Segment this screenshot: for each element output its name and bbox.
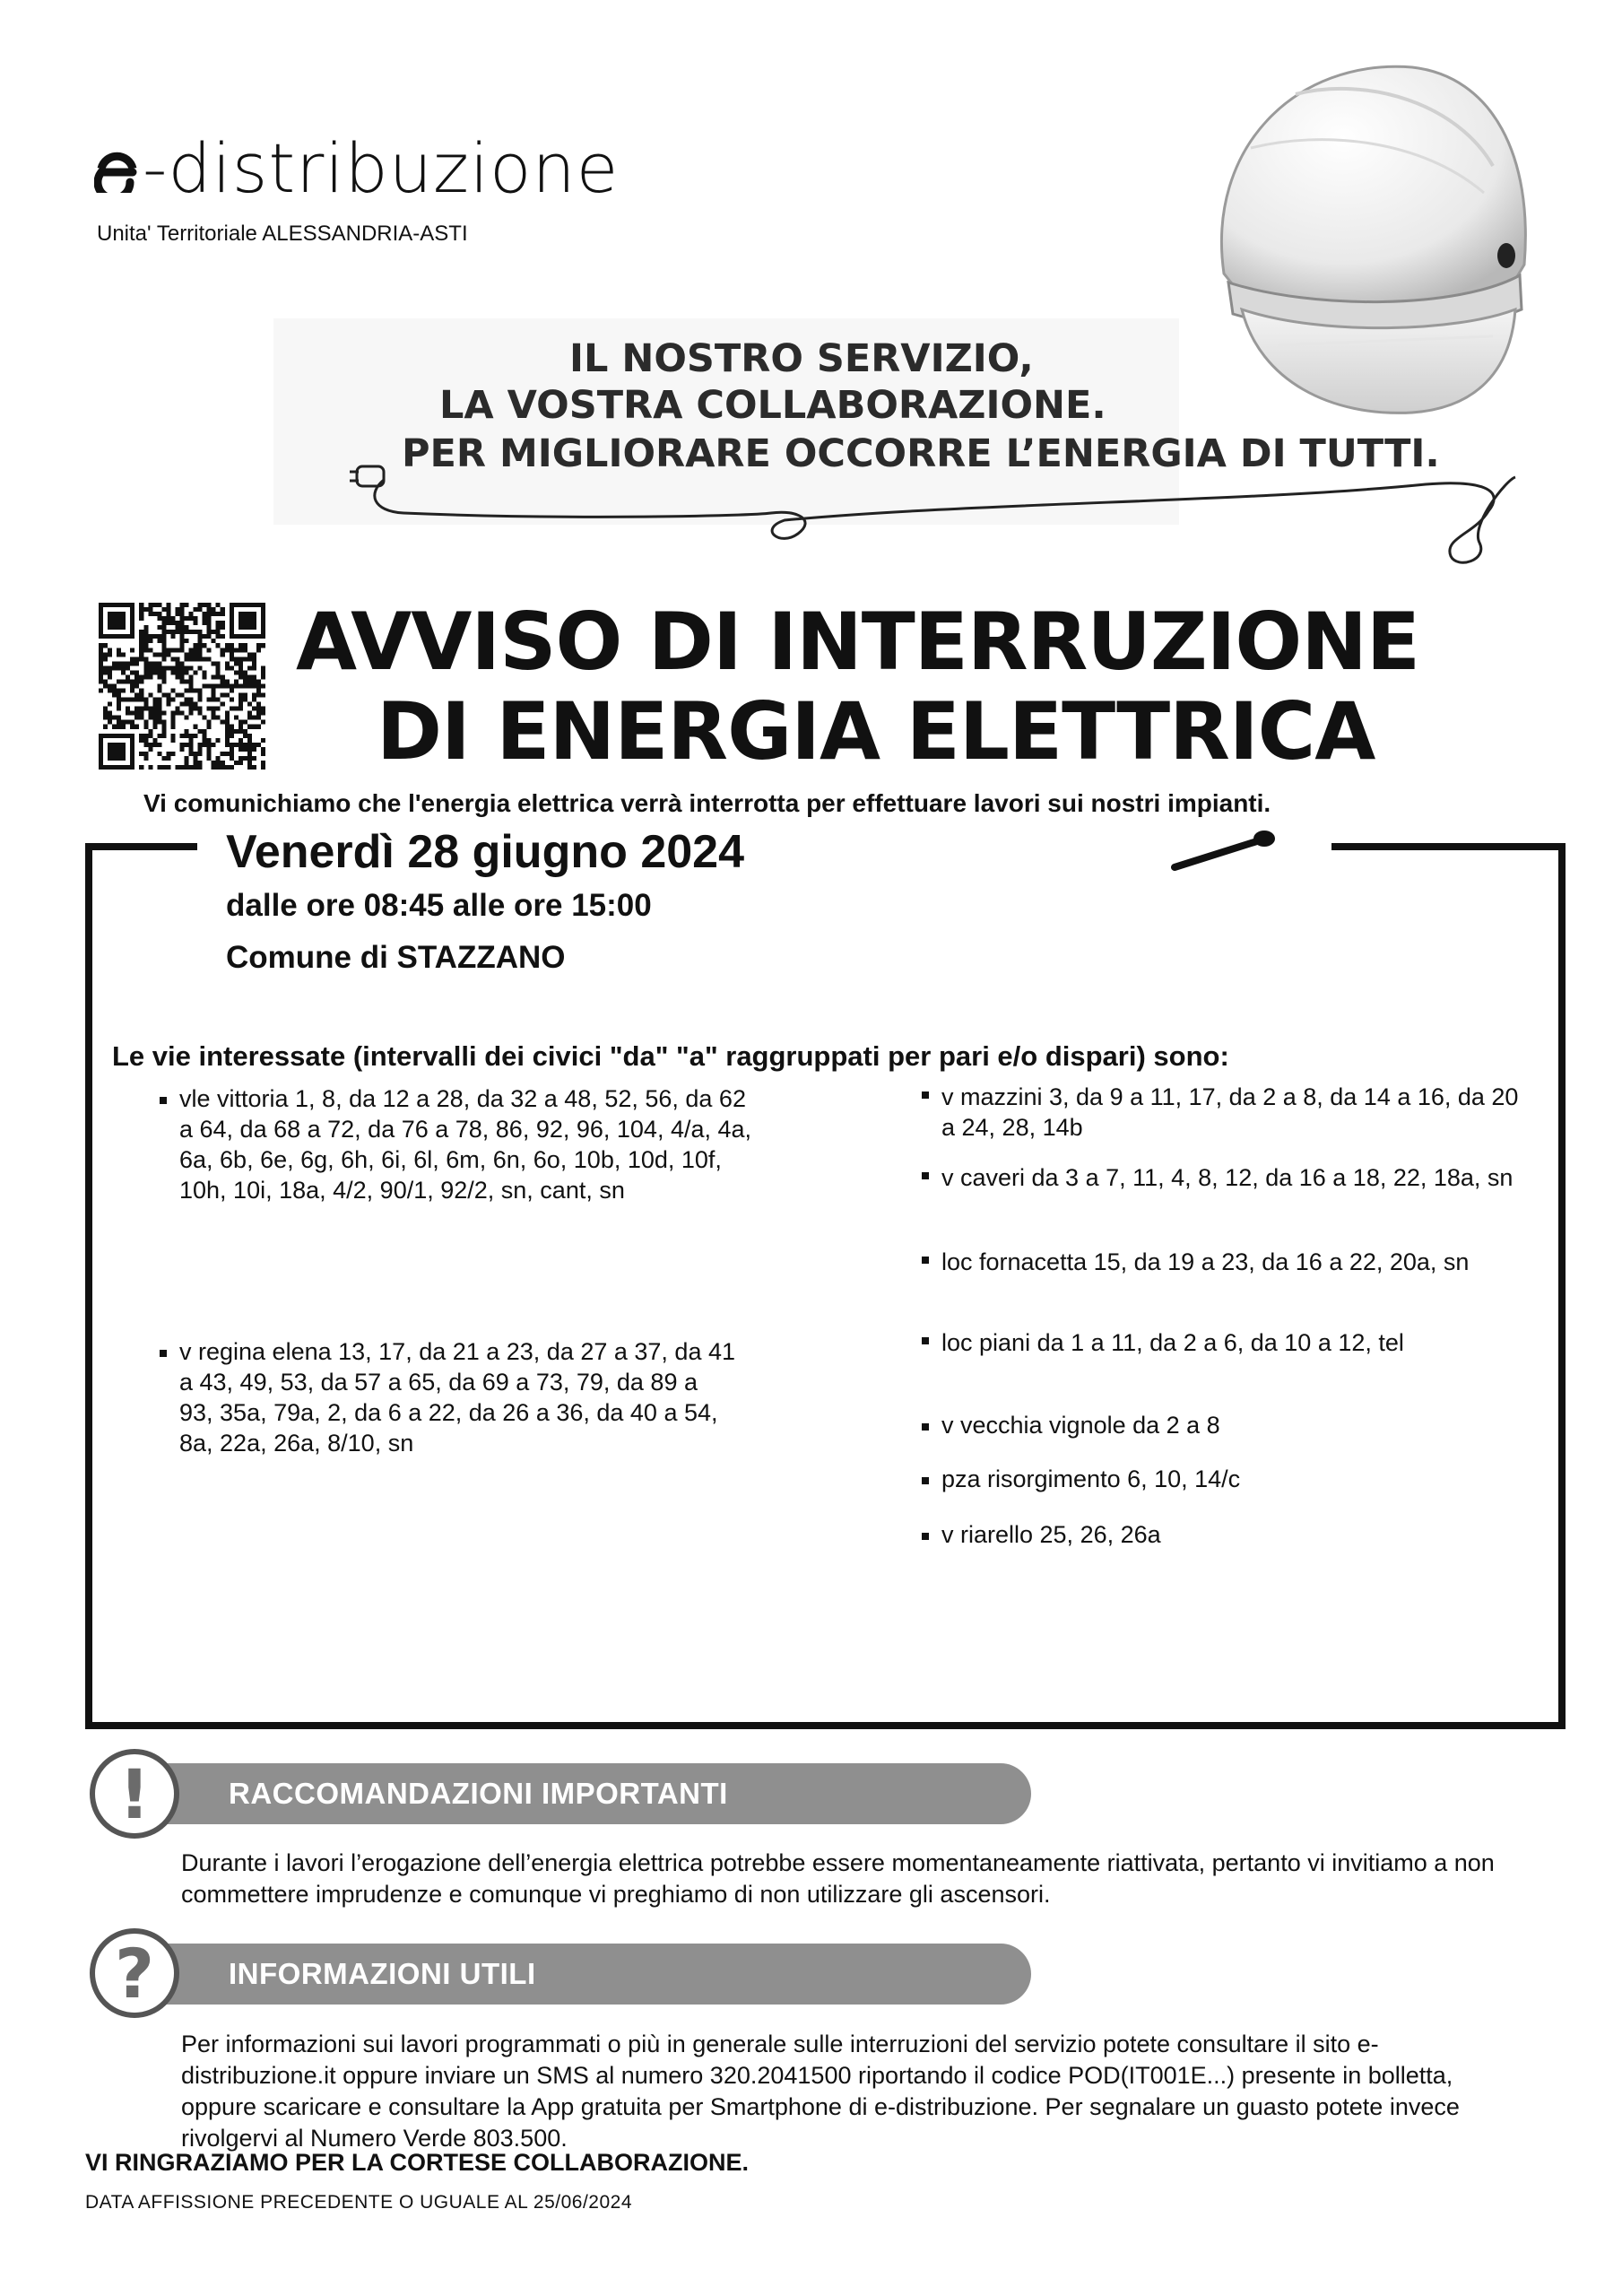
info-text: Per informazioni sui lavori programmati o più in generale sulle interruzioni del servizio potete consultare il sito e-distribuzione.it oppure inviare un SMS al numero 320.2041500 riportando il codice POD(IT001E...) presente in bolletta, oppure scaricare e consultare la App gratuita per Smartphone di e-distribuzione. Per segnalare un guasto potete invece rivolgervi al Numero Verde 803.500.: [181, 2031, 1460, 2152]
outage-hours: dalle ore 08:45 alle ore 15:00: [226, 888, 652, 923]
qr-code[interactable]: [99, 603, 265, 770]
notice-title-line-1: AVVISO DI INTERRUZIONE: [296, 596, 1419, 688]
posting-date: DATA AFFISSIONE PRECEDENTE O UGUALE AL 25/06/2024: [85, 2192, 632, 2213]
question-icon: ?: [90, 1928, 179, 2018]
street-item: loc fornacetta 15, da 19 a 23, da 16 a 22, 20a, sn: [922, 1247, 1524, 1277]
thanks-text: VI RINGRAZIAMO PER LA CORTESE COLLABORAZIONE.: [85, 2149, 750, 2176]
recommendations-bar: [134, 1763, 1031, 1824]
street-item: v caveri da 3 a 7, 11, 4, 8, 12, da 16 a 18, 22, 18a, sn: [922, 1162, 1524, 1193]
street-item: v mazzini 3, da 9 a 11, 17, da 2 a 8, da 14 a 16, da 20 a 24, 28, 14b: [922, 1082, 1524, 1143]
street-item: v regina elena 13, 17, da 21 a 23, da 27 a 37, da 41 a 43, 49, 53, da 57 a 65, da 69 a 73, 79, da 89 a 93, 35a, 79a, 2, da 6 a 22, da 26 a 36, da 40 a 54, 8a, 22a, 26a, 8/10, sn: [160, 1336, 735, 1458]
info-label: INFORMAZIONI UTILI: [229, 1957, 536, 1990]
notice-box-top-left: [85, 843, 197, 850]
streets-heading: Le vie interessate (intervalli dei civici "da" "a" raggruppati per pari e/o dispari) sono:: [112, 1040, 1229, 1072]
street-item: v vecchia vignole da 2 a 8: [922, 1410, 1524, 1440]
street-item: vle vittoria 1, 8, da 12 a 28, da 32 a 48, 52, 56, da 62 a 64, da 68 a 72, da 76 a 78, 86, 92, 96, 104, 4/a, 4a, 6a, 6b, 6e, 6g, 6h, 6i, 6l, 6m, 6n, 6o, 10b, 10d, 10f, 10h, 10i, 18a, 4/2, 90/1, 92/2, sn, cant, sn: [160, 1083, 753, 1205]
pen-icon: [1170, 821, 1287, 874]
recommendations-text: Durante i lavori l’erogazione dell’energia elettrica potrebbe essere momentaneamente riattivata, pertanto vi invitiamo a non commettere imprudenze e comunque vi preghiamo di non utilizzare gli ascensori.: [181, 1849, 1495, 1908]
slogan-line-2: LA VOSTRA COLLABORAZIONE.: [439, 383, 1106, 428]
street-item: pza risorgimento 6, 10, 14/c: [922, 1464, 1524, 1494]
notice-box-top-right: [1331, 843, 1558, 850]
street-item: loc piani da 1 a 11, da 2 a 6, da 10 a 12, tel: [922, 1327, 1551, 1358]
safety-helmet-icon: [1188, 40, 1529, 422]
outage-comune: Comune di STAZZANO: [226, 940, 566, 975]
slogan-line-1: IL NOSTRO SERVIZIO,: [569, 336, 1034, 381]
street-item: v riarello 25, 26, 26a: [922, 1519, 1524, 1550]
electric-cable-icon: [350, 448, 1533, 570]
outage-date: Venerdì 28 giugno 2024: [226, 826, 744, 878]
logo-e-icon: [94, 144, 139, 193]
info-bar: [134, 1944, 1031, 2005]
slogan-line-3: PER MIGLIORARE OCCORRE L’ENERGIA DI TUTTI.: [402, 431, 1440, 476]
territorial-unit: Unita' Territoriale ALESSANDRIA-ASTI: [97, 222, 468, 246]
notice-title-line-2: DI ENERGIA ELETTRICA: [377, 685, 1375, 778]
company-logo: [94, 128, 620, 208]
logo-text: -distribuzione: [143, 128, 620, 208]
recommendations-label: RACCOMANDAZIONI IMPORTANTI: [229, 1777, 728, 1810]
warning-icon: !: [90, 1749, 179, 1839]
intro-text: Vi comunichiamo che l'energia elettrica verrà interrotta per effettuare lavori sui nostri impianti.: [143, 789, 1271, 817]
notice-box: [85, 843, 1566, 1729]
